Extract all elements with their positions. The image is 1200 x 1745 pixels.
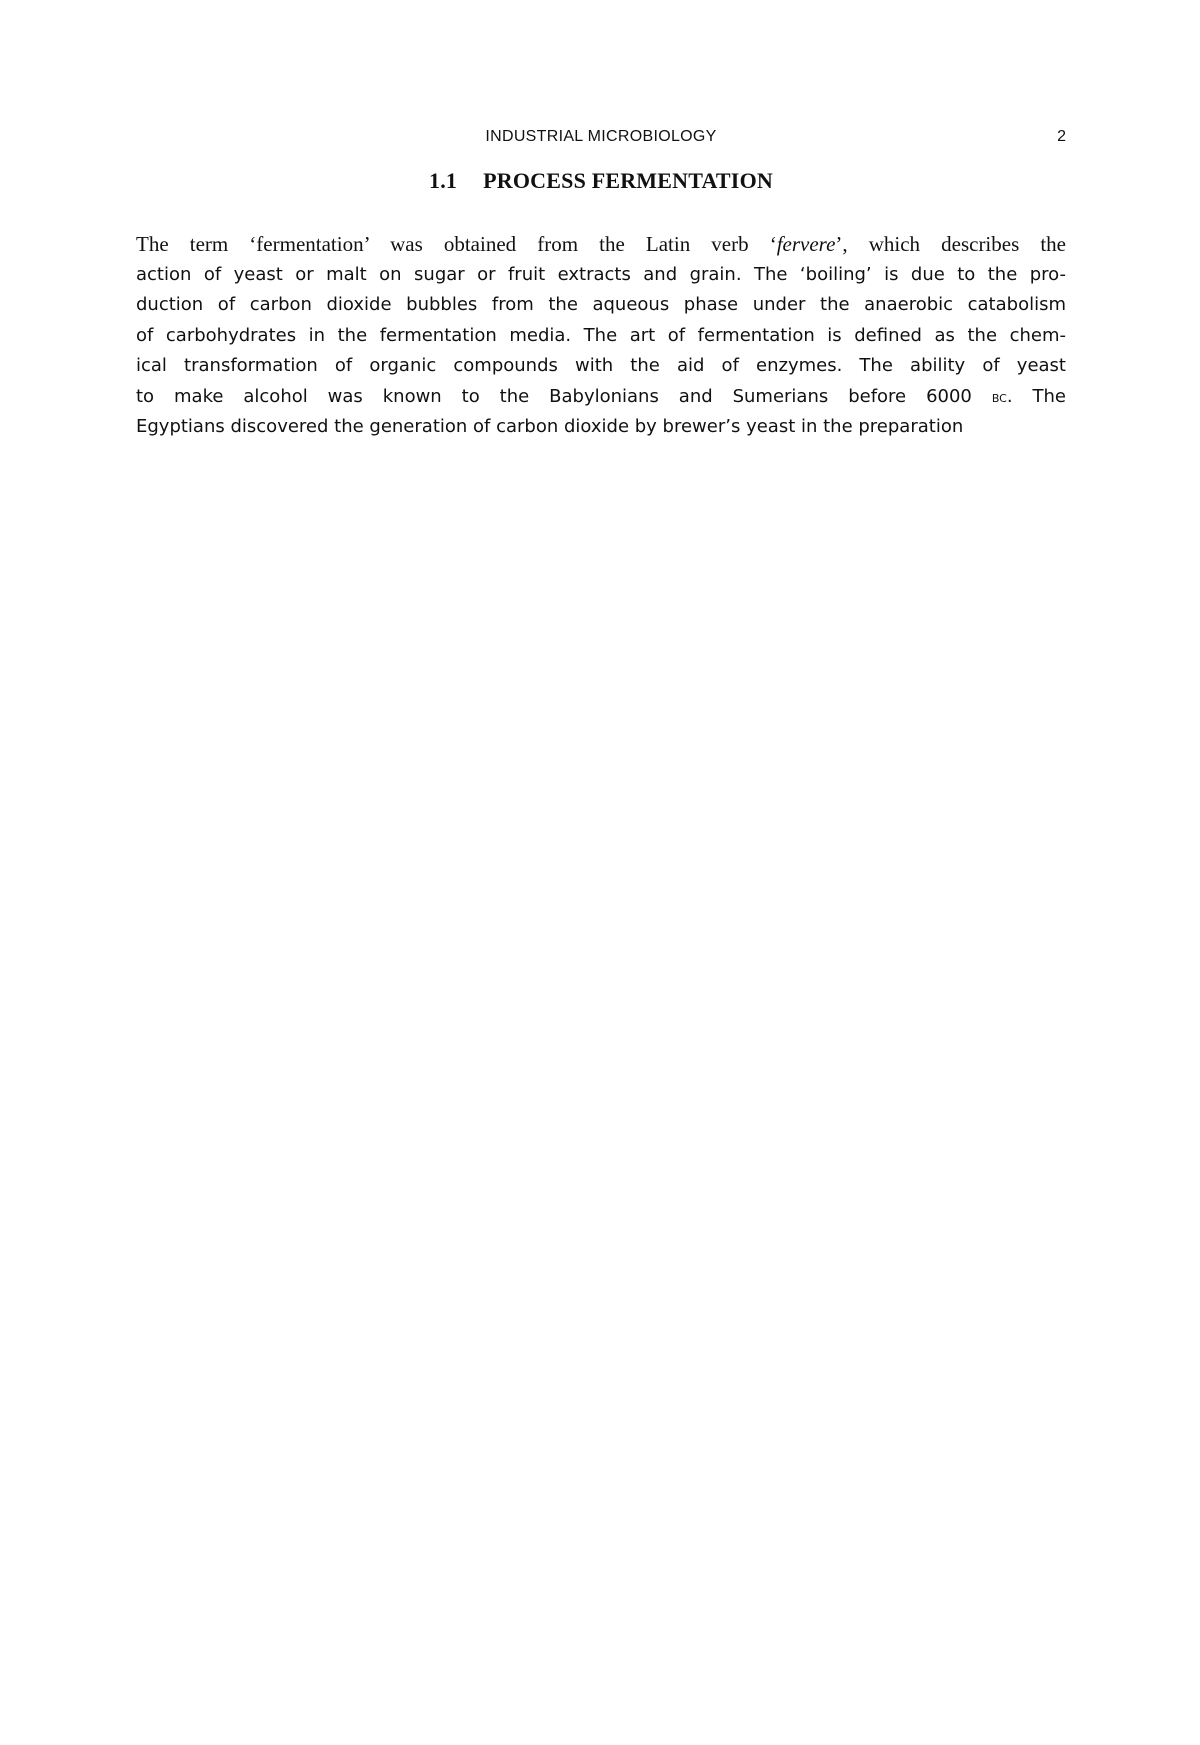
- paragraph-line: action of yeast or malt on sugar or fruit extracts and grain. The ‘boiling’ is due to the pro-: [136, 263, 1066, 285]
- paragraph-line: of carbohydrates in the fermentation media. The art of fermentation is defined as the chem-: [136, 324, 1066, 346]
- text-fragment: . The: [1006, 385, 1066, 407]
- text-fragment: The term ‘fermentation’ was obtained from the Latin verb ‘: [136, 232, 777, 256]
- paragraph-line: ical transformation of organic compounds with the aid of enzymes. The ability of yeast: [136, 355, 1066, 376]
- section-title: PROCESS FERMENTATION: [483, 168, 773, 193]
- paragraph-line: [136, 382, 1066, 413]
- latin-term: fervere: [776, 232, 836, 256]
- paragraph-line: [136, 229, 1066, 260]
- body-paragraph: [136, 229, 1066, 443]
- section-heading: [136, 168, 1066, 194]
- paragraph-line: Egyptians discovered the generation of carbon dioxide by brewer’s yeast in the preparation: [136, 416, 964, 437]
- paragraph-line: duction of carbon dioxide bubbles from the aqueous phase under the anaerobic catabolism: [136, 294, 1066, 315]
- text-fragment: ’, which describes the: [835, 232, 1067, 256]
- running-title: INDUSTRIAL MICROBIOLOGY: [485, 128, 717, 145]
- running-header: [136, 128, 1066, 152]
- page-number: 2: [1057, 128, 1066, 145]
- section-number: 1.1: [429, 168, 458, 193]
- text-fragment: to make alcohol was known to the Babylonians and Sumerians before 6000: [136, 385, 992, 407]
- era-abbreviation: bc: [991, 387, 1007, 406]
